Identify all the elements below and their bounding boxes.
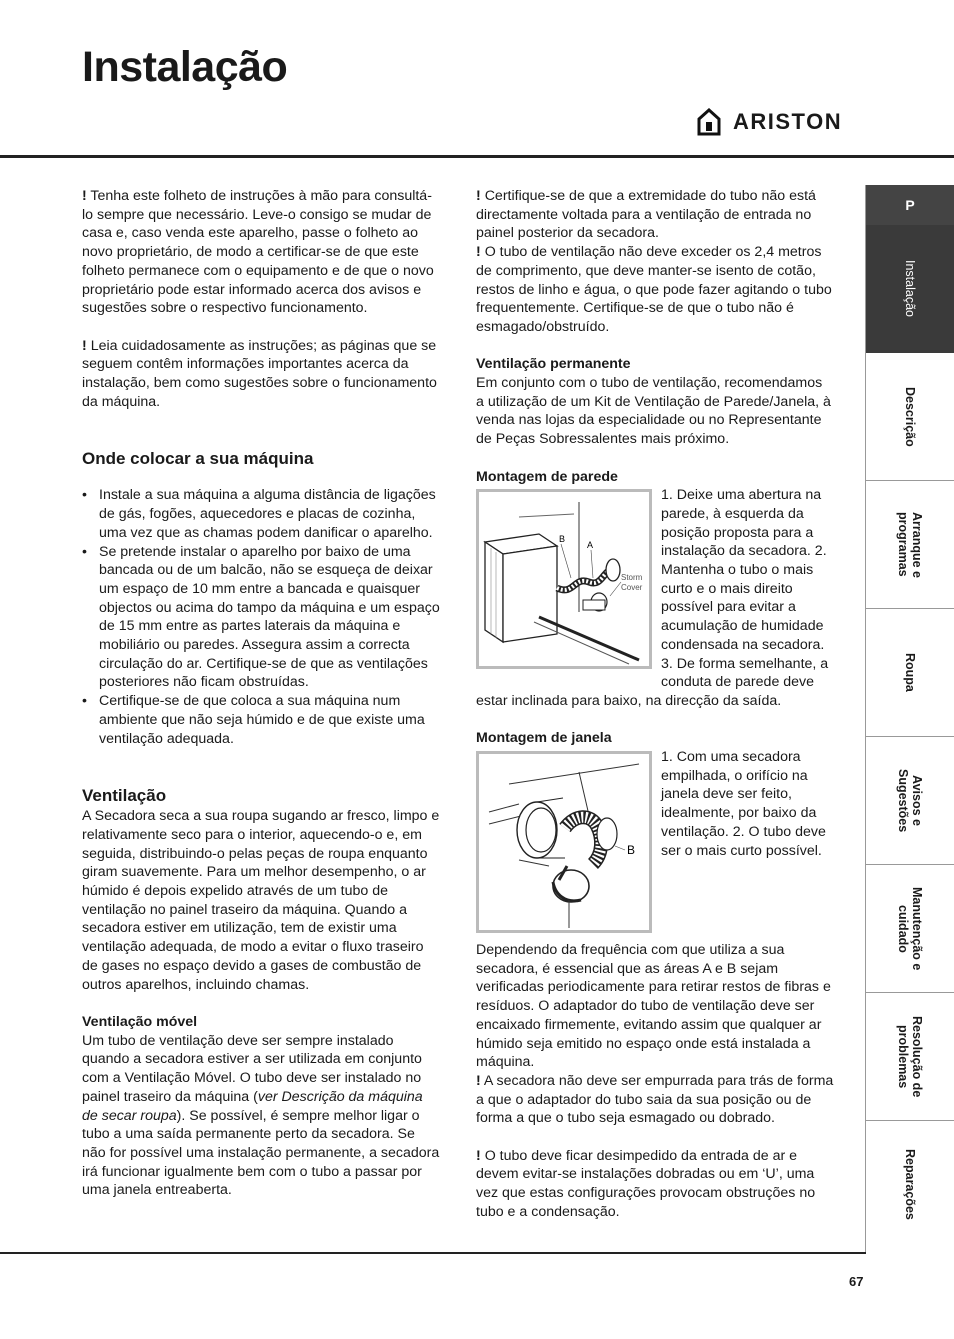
permanent-vent-text: Em conjunto com o tubo de ventilação, recomendamos a utilização de um Kit de Ventilação de Parede/Janela, à venda nas lojas da especialidade ou no Representante de Peças Sobressalentes mais próximo.	[476, 375, 831, 448]
tab-installation[interactable]	[866, 225, 954, 353]
wall-mount-illustration	[479, 492, 649, 666]
tab-label: Arranque e programas	[896, 511, 924, 578]
maintenance-text: Dependendo da frequência com que utiliza a sua secadora, é essencial que as áreas A e B sejam verificadas periodicamente para retirar restos de fibras e resíduos. O adaptador do tubo de ventilação deve ser encaixado firmemente, evitando assim que qualquer ar húmido seja emitido no espaço onde está instalada a máquina.	[476, 942, 831, 1071]
warning-mark: !	[476, 1147, 481, 1164]
list-item: • Certifique-se de que coloca a sua máquina num ambiente que não seja húmido e de que existe uma ventilação adequada.	[99, 692, 442, 748]
wall-mount-figure	[476, 489, 652, 669]
wall-figure-label-a: A	[587, 540, 594, 551]
permanent-vent-heading: Ventilação permanente	[476, 356, 631, 373]
wall-mount-text: 1. Deixe uma abertura na parede, à esquerda da posição proposta para a instalação da secadora. 2. Mantenha o tubo o mais curto e o mais direito possível para evitar a acumulação de humidade condensada na secadora. 3. De forma semelhante, a conduta de parede deve estar inclinada para baixo, na direcção da saída.	[476, 487, 829, 709]
right-column	[476, 187, 834, 1222]
mobile-text-part: ). Se possível, é sempre melhor ligar o tubo a uma saída permanente perto da secadora. Se não for possível uma instalação permanente, a secadora irá funcionar igualmente bem com o tubo a passar por uma janela entreaberta.	[82, 1107, 440, 1199]
warning-mark: !	[476, 1072, 481, 1089]
warning-mark: !	[476, 188, 481, 204]
wall-figure-label-storm: Storm	[621, 573, 643, 583]
warning-text: O tubo de ventilação não deve exceder os 2,4 metros de comprimento, que deve manter-se isento de cotão, restos de linho e água, o que pode fazer agitando o tubo frequentemente. Certifique-se de que o tubo não é esmagado/obstruído.	[476, 244, 832, 335]
tab-label: Instalação	[903, 260, 917, 317]
left-column	[82, 187, 442, 1200]
warning-tube-length	[476, 243, 834, 337]
wall-figure-label-b: B	[559, 534, 566, 545]
tab-repairs[interactable]	[866, 1121, 954, 1248]
mobile-vent-heading: Ventilação móvel	[82, 1013, 198, 1030]
mobile-text-part: Um tubo de ventilação deve ser sempre instalado quando a secadora estiver a ser utilizada em conjunto com a Ventilação Móvel. O tubo deve ser instalado no painel traseiro da máquina (	[82, 1032, 422, 1105]
tab-warnings[interactable]	[866, 737, 954, 865]
ventilation-heading: Ventilação	[82, 786, 167, 806]
page-number: 67	[849, 1274, 864, 1289]
warning-mark: !	[82, 188, 87, 204]
window-mount-text: 1. Com uma secadora empilhada, o orifício na janela deve ser feito, idealmente, por baixo da ventilação. 2. O tubo deve ser o mais curto possível.	[661, 749, 826, 859]
warning-text: Certifique-se de que a extremidade do tubo não está directamente voltada para a ventilação de entrada no painel posterior da secadora.	[476, 188, 816, 242]
tab-label: Roupa	[903, 653, 917, 692]
tab-label: Avisos e Sugestões	[896, 768, 924, 833]
warning-tube-end	[476, 187, 834, 243]
window-figure-label-b: B	[627, 843, 636, 858]
warning-mark: !	[476, 244, 481, 261]
header-rule	[0, 155, 954, 158]
tab-maintenance[interactable]	[866, 865, 954, 993]
intro-text-1: Tenha este folheto de instruções à mão para consultá-lo sempre que necessário. Leve-o consigo se mudar de casa e, caso venda este aparelho, passe o folheto ao novo proprietário, de modo a certificar-se de que este folheto permanece com o equipamento e de que o novo proprietário pode estar informado acerca dos avisos e sugestões sobre o respectivo funcionamento.	[82, 188, 434, 317]
wall-figure-label-cover: Cover	[621, 583, 643, 593]
intro-paragraph-2	[82, 337, 442, 412]
warning-mark: !	[82, 337, 87, 354]
language-tab[interactable]: P	[866, 185, 954, 225]
where-list	[82, 486, 442, 748]
tab-label: Reparações	[903, 1149, 917, 1220]
section-tabs	[866, 185, 954, 1248]
tab-label: Manutenção e cuidado	[896, 886, 924, 971]
tab-label: Descrição	[903, 386, 917, 447]
tab-troubleshooting[interactable]	[866, 993, 954, 1121]
house-logo-icon	[697, 108, 721, 136]
tab-description[interactable]	[866, 353, 954, 481]
window-mount-illustration	[479, 754, 649, 930]
warning-tube-clear	[476, 1147, 834, 1222]
list-item: • Se pretende instalar o aparelho por baixo de uma bancada ou de um balcão, não se esqueça de deixar um espaço de 10 mm entre a bancada e quaisquer objectos ou acima do tampo da máquina e um espaço de 15 mm entre as partes laterais da máquina e mobiliário ou paredes. Assegura assim a correcta circulação do ar. Certifique-se de que as ventilações posteriores não ficam obstruídas.	[99, 543, 442, 693]
footer-rule	[0, 1252, 866, 1254]
mobile-vent-text	[82, 1032, 442, 1200]
wall-mount-heading: Montagem de parede	[476, 468, 618, 485]
intro-paragraph-1	[82, 187, 442, 318]
warning-text: O tubo deve ficar desimpedido da entrada de ar e devem evitar-se instalações dobradas ou em ‘U’, uma vez que estas configurações provocam obstruções no tubo e a condensação.	[476, 1147, 816, 1220]
page-title: Instalação	[82, 43, 288, 91]
window-mount-heading: Montagem de janela	[476, 730, 612, 747]
intro-text-2: Leia cuidadosamente as instruções; as páginas que se seguem contêm informações importantes acerca da instalação, bem como sugestões sobre o funcionamento da máquina.	[82, 337, 437, 410]
ventilation-text: A Secadora seca a sua roupa sugando ar fresco, limpo e relativamente seco para o interior, aquecendo-o e, em seguida, distribuindo-o pelas peças de roupa enquanto giram suavemente. Para um melhor desempenho, o ar húmido é depois expelido através de um tubo de ventilação no painel traseiro da máquina. Quando a secadora estiver em utilização, tem de existir uma ventilação adequada, de modo a evitar o fluxo traseiro de gases no espaço devido a gases de combustão de outros aparelhos, incluindo chamas.	[82, 808, 440, 993]
warning-push-back	[476, 1072, 834, 1128]
tab-label: Resolução de problemas	[896, 1015, 924, 1098]
window-mount-figure	[476, 751, 652, 933]
warning-text: A secadora não deve ser empurrada para trás de forma a que o adaptador do tubo saia da sua posição ou de forma a que o tubo seja esmagado ou dobrado.	[476, 1072, 834, 1127]
brand-name: ARISTON	[733, 109, 843, 134]
mobile-text-italic: ver Descrição da máquina de secar roupa	[82, 1088, 423, 1124]
where-heading: Onde colocar a sua máquina	[82, 449, 314, 469]
list-item: • Instale a sua máquina a alguma distância de ligações de gás, fogões, aquecedores e placas de cozinha, uma vez que as chamas podem danificar o aparelho.	[99, 486, 442, 542]
tab-laundry[interactable]	[866, 609, 954, 737]
tab-start-programs[interactable]	[866, 481, 954, 609]
brand-logo	[697, 107, 842, 137]
